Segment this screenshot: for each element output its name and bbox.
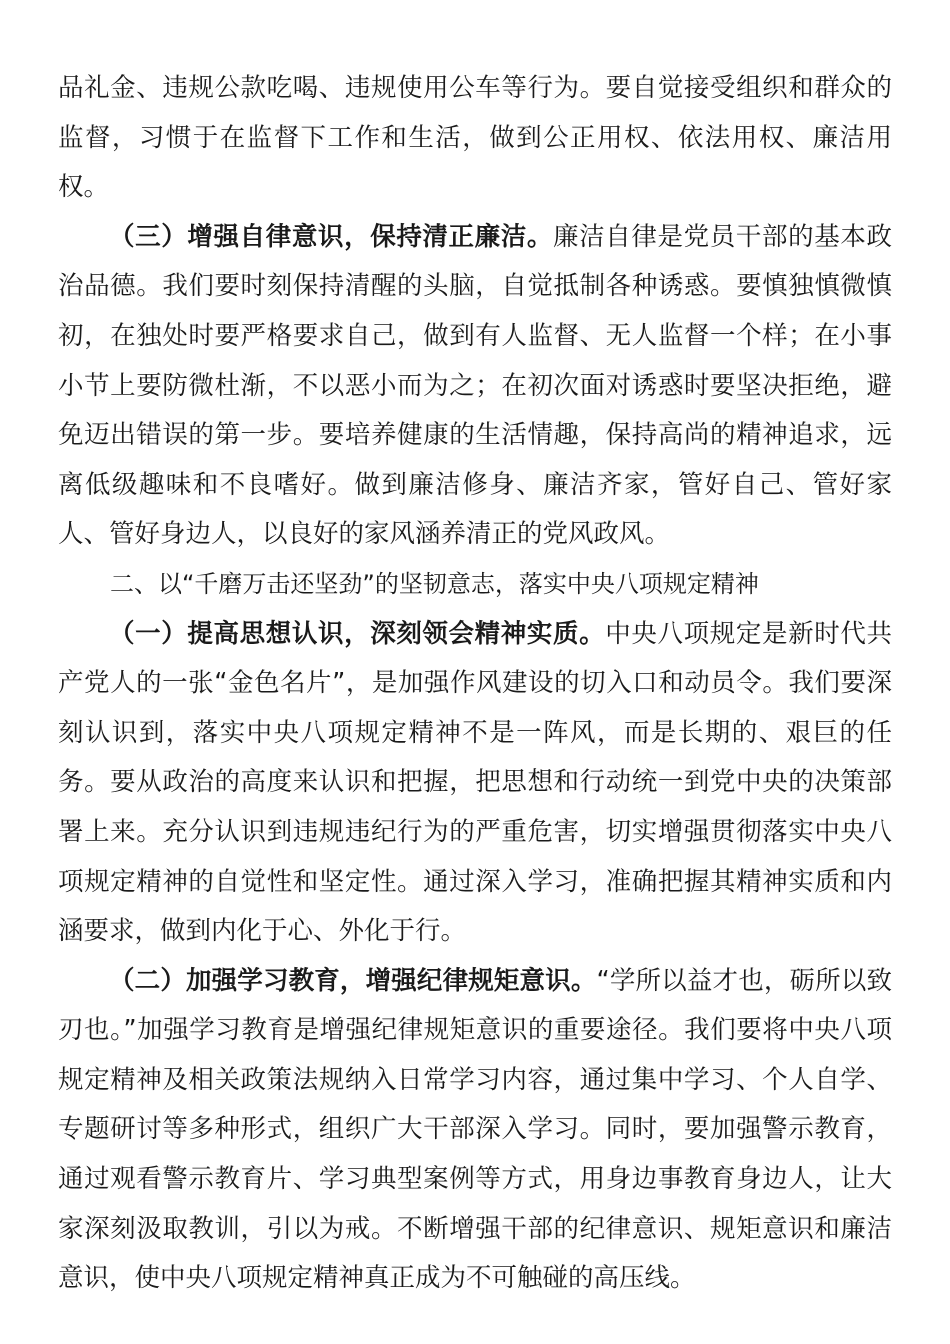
subheading-study-education: （二）加强学习教育，增强纪律规矩意识。 bbox=[109, 965, 597, 996]
paragraph-text: 中央八项规定是新时代共产党人的一张“金色名片”，是加强作风建设的切入口和动员令。我们要深刻认识到，落实中央八项规定精神不是一阵风，而是长期的、艰巨的任务。要从政治的高度来认识和把握，把思想和行动统一到党中央的决策部署上来。充分认识到违规违纪行为的严重危害，切实增强贯彻落实中央八项规定精神的自觉性和坚定性。通过深入学习，准确把握其精神实质和内涵要求，做到内化于心、外化于行。 bbox=[58, 618, 892, 947]
paragraph-text: “学所以益才也，砺所以致刃也。”加强学习教育是增强纪律规矩意识的重要途径。我们要将中央八项规定精神及相关政策法规纳入日常学习内容，通过集中学习、个人自学、专题研讨等多种形式，组织广大干部深入学习。同时，要加强警示教育，通过观看警示教育片、学习典型案例等方式，用身边事教育身边人，让大家深刻汲取教训，引以为戒。不断增强干部的纪律意识、规矩意识和廉洁意识，使中央八项规定精神真正成为不可触碰的高压线。 bbox=[58, 965, 892, 1294]
paragraph-study-education bbox=[58, 957, 892, 1304]
section-heading-two: 二、以“千磨万击还坚劲”的坚韧意志，落实中央八项规定精神 bbox=[110, 569, 759, 598]
paragraph-text: 品礼金、违规公款吃喝、违规使用公车等行为。要自觉接受组织和群众的监督，习惯于在监督下工作和生活，做到公正用权、依法用权、廉洁用权。 bbox=[58, 73, 892, 203]
document-page bbox=[58, 64, 892, 1304]
paragraph-ideological-awareness bbox=[58, 610, 892, 957]
subheading-ideological-awareness: （一）提高思想认识，深刻领会精神实质。 bbox=[109, 618, 606, 649]
subheading-self-discipline: （三）增强自律意识，保持清正廉洁。 bbox=[109, 221, 554, 252]
paragraph-text: 廉洁自律是党员干部的基本政治品德。我们要时刻保持清醒的头脑，自觉抵制各种诱惑。要慎独慎微慎初，在独处时要严格要求自己，做到有人监督、无人监督一个样；在小事小节上要防微杜渐，不以恶小而为之；在初次面对诱惑时要坚决拒绝，避免迈出错误的第一步。要培养健康的生活情趣，保持高尚的精神追求，远离低级趣味和不良嗜好。做到廉洁修身、廉洁齐家，管好自己、管好家人、管好身边人，以良好的家风涵养清正的党风政风。 bbox=[58, 221, 892, 550]
paragraph-self-discipline bbox=[58, 213, 892, 560]
paragraph-continuation bbox=[58, 64, 892, 213]
